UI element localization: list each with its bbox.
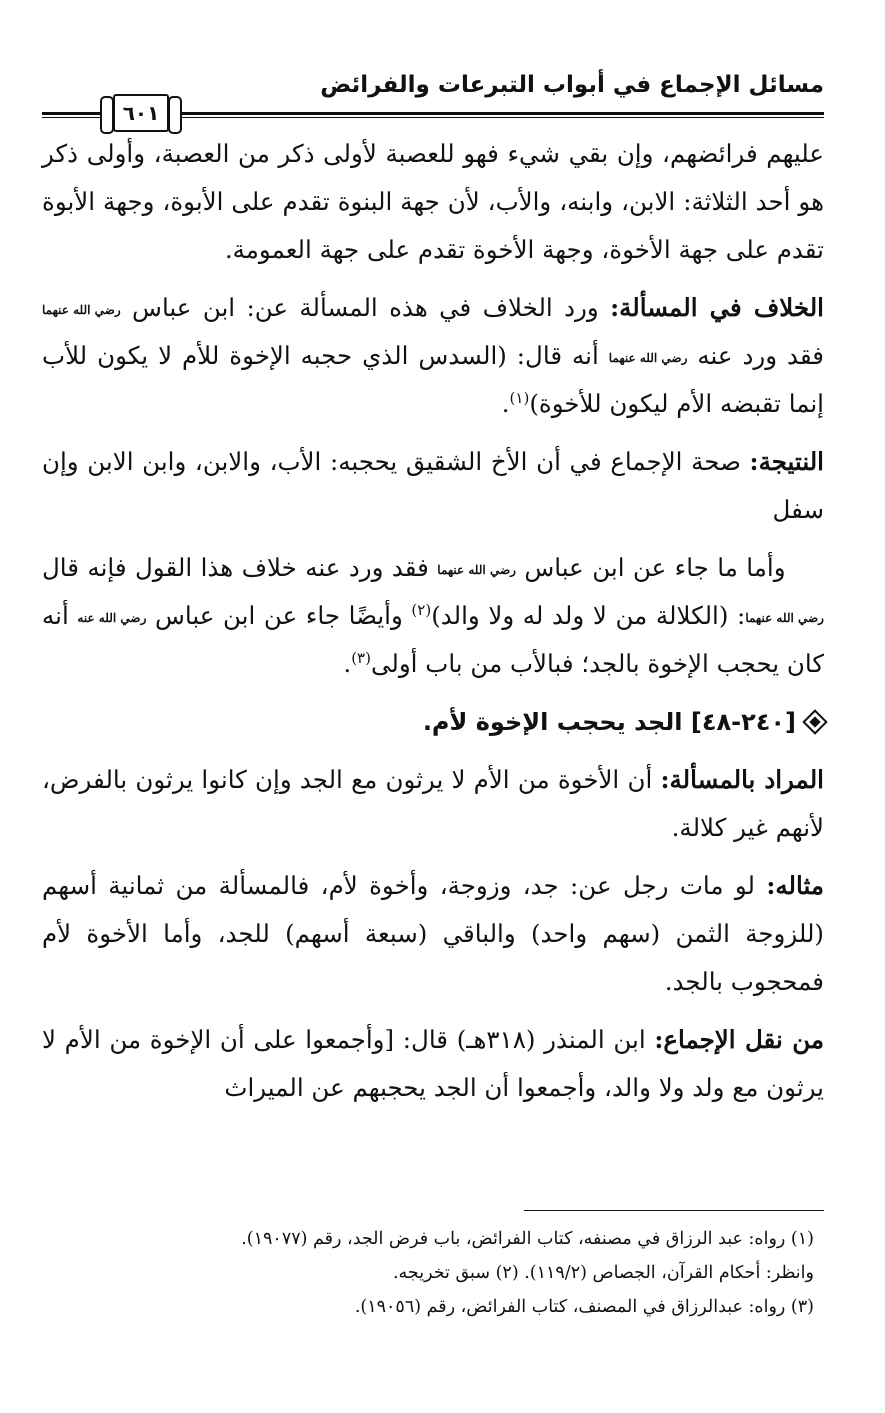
ibn-abbas-text-d: وأيضًا جاء عن ابن عباس bbox=[155, 601, 403, 630]
header-title: مسائل الإجماع في أبواب التبرعات والفرائض bbox=[320, 72, 824, 98]
page-number: ٦٠١ bbox=[113, 94, 169, 132]
honorific-dual-icon: رضي الله عنهما bbox=[42, 302, 121, 317]
footnote-divider bbox=[524, 1210, 824, 1211]
paragraph-meaning bbox=[42, 756, 824, 852]
footnote-ref-1[interactable]: (١) bbox=[509, 388, 530, 407]
footnote-1: (١) رواه: عبد الرزاق في مصنفه، كتاب الفرائض، باب فرض الجد، رقم (١٩٠٧٧). bbox=[241, 1229, 814, 1249]
book-page bbox=[42, 50, 825, 1317]
paragraph-ibn-abbas: وأما ما جاء عن ابن عباس رضي الله عنهما فقد ورد عنه خلاف هذا القول فإنه قال رضي الله عنهما: (الكلالة من لا ولد له ولا والد)$^{(٢)}$ وأيضًا جاء عن ابن عباس رضي الله عنه أنه كان يحجب الإخوة بالجد؛ فبالأب من باب أولى$^{(٣)}$. bbox=[42, 553, 824, 678]
result-text: صحة الإجماع في أن الأخ الشقيق يحجبه: الأب، والابن، وابن الابن وإن سفل bbox=[42, 447, 824, 524]
page-number-frame bbox=[100, 92, 182, 134]
frame-ornament-left-icon bbox=[100, 96, 114, 134]
paragraph-consensus bbox=[42, 1016, 824, 1112]
paragraph-result bbox=[42, 438, 824, 534]
honorific-dual-icon: رضي الله عنهما bbox=[437, 562, 516, 577]
honorific-single-icon: رضي الله عنه bbox=[77, 610, 147, 625]
disagreement-text-a: ورد الخلاف في هذه المسألة عن: ابن عباس bbox=[132, 293, 599, 322]
example-text: لو مات رجل عن: جد، وزوجة، وأخوة لأم، فالمسألة من ثمانية أسهم (للزوجة الثمن (سهم واحد) والباقي (سبعة أسهم) للجد، وأما الأخوة لأم فمحجوب بالجد. bbox=[42, 871, 824, 996]
consensus-text: ابن المنذر (٣١٨هـ) قال: [وأجمعوا على أن الإخوة من الأم لا يرثون مع ولد ولا والد، وأجمعوا أن الجد يحجبهم عن الميراث bbox=[42, 1025, 824, 1102]
ibn-abbas-text-c: : (الكلالة من لا ولد له ولا والد) bbox=[431, 601, 746, 630]
paragraph-example bbox=[42, 862, 824, 1006]
disagreement-text-b: فقد ورد عنه bbox=[697, 341, 825, 370]
footnote-ref-3[interactable]: (٣) bbox=[351, 648, 371, 667]
example-lead: مثاله: bbox=[766, 871, 824, 900]
footnotes bbox=[42, 1222, 814, 1324]
running-header bbox=[42, 50, 824, 130]
consensus-lead: من نقل الإجماع: bbox=[654, 1025, 824, 1054]
diamond-bullet-icon bbox=[802, 709, 827, 734]
paragraph-1-text: عليهم فرائضهم، وإن بقي شيء فهو للعصبة لأولى ذكر من العصبة، وأولى ذكر هو أحد الثلاثة: الابن، وابنه، والأب، لأن جهة البنوة تقدم على الأبوة، وجهة الأبوة تقدم على جهة الأخوة، وجهة الأخوة تقدم على جهة العمومة. bbox=[42, 139, 824, 264]
section-heading bbox=[42, 698, 824, 746]
honorific-dual-icon: رضي الله عنهما bbox=[745, 610, 824, 625]
footnote-ref-2[interactable]: (٢) bbox=[411, 600, 432, 619]
disagreement-text-c: أنه قال: (السدس الذي حجبه الإخوة للأم لا يكون للأب إنما تقبضه الأم ليكون للأخوة) bbox=[42, 341, 824, 418]
ibn-abbas-text-b: فقد ورد عنه خلاف هذا القول فإنه قال bbox=[42, 553, 429, 582]
section-heading-text: [٢٤٠-٤٨] الجد يحجب الإخوة لأم. bbox=[422, 708, 796, 736]
footnote-3: (٣) رواه: عبدالرزاق في المصنف، كتاب الفرائض، رقم (١٩٠٥٦). bbox=[354, 1297, 814, 1317]
frame-ornament-right-icon bbox=[168, 96, 182, 134]
result-lead: النتيجة: bbox=[749, 447, 824, 476]
paragraph-disagreement: الخلاف في المسألة: ورد الخلاف في هذه المسألة عن: ابن عباس رضي الله عنهما فقد ورد عنه رضي الله عنهما أنه قال: (السدس الذي حجبه الإخوة للأم لا يكون للأب إنما تقبضه الأم ليكون للأخوة)$^{(١)}$. bbox=[42, 293, 825, 418]
ibn-abbas-text-e: أنه كان يحجب الإخوة بالجد؛ فبالأب من باب أولى bbox=[42, 601, 824, 678]
disagreement-lead: الخلاف في المسألة: bbox=[610, 293, 824, 322]
paragraph-1 bbox=[42, 130, 824, 274]
meaning-text: أن الأخوة من الأم لا يرثون مع الجد وإن كانوا يرثون بالفرض، لأنهم غير كلالة. bbox=[42, 765, 824, 842]
footnote-1-continued: وانظر: أحكام القرآن، الجصاص (١١٩/٢). (٢) سبق تخريجه. bbox=[392, 1263, 814, 1283]
honorific-dual-icon: رضي الله عنهما bbox=[608, 350, 688, 365]
ibn-abbas-text-a: وأما ما جاء عن ابن عباس bbox=[524, 553, 786, 582]
meaning-lead: المراد بالمسألة: bbox=[660, 765, 824, 794]
